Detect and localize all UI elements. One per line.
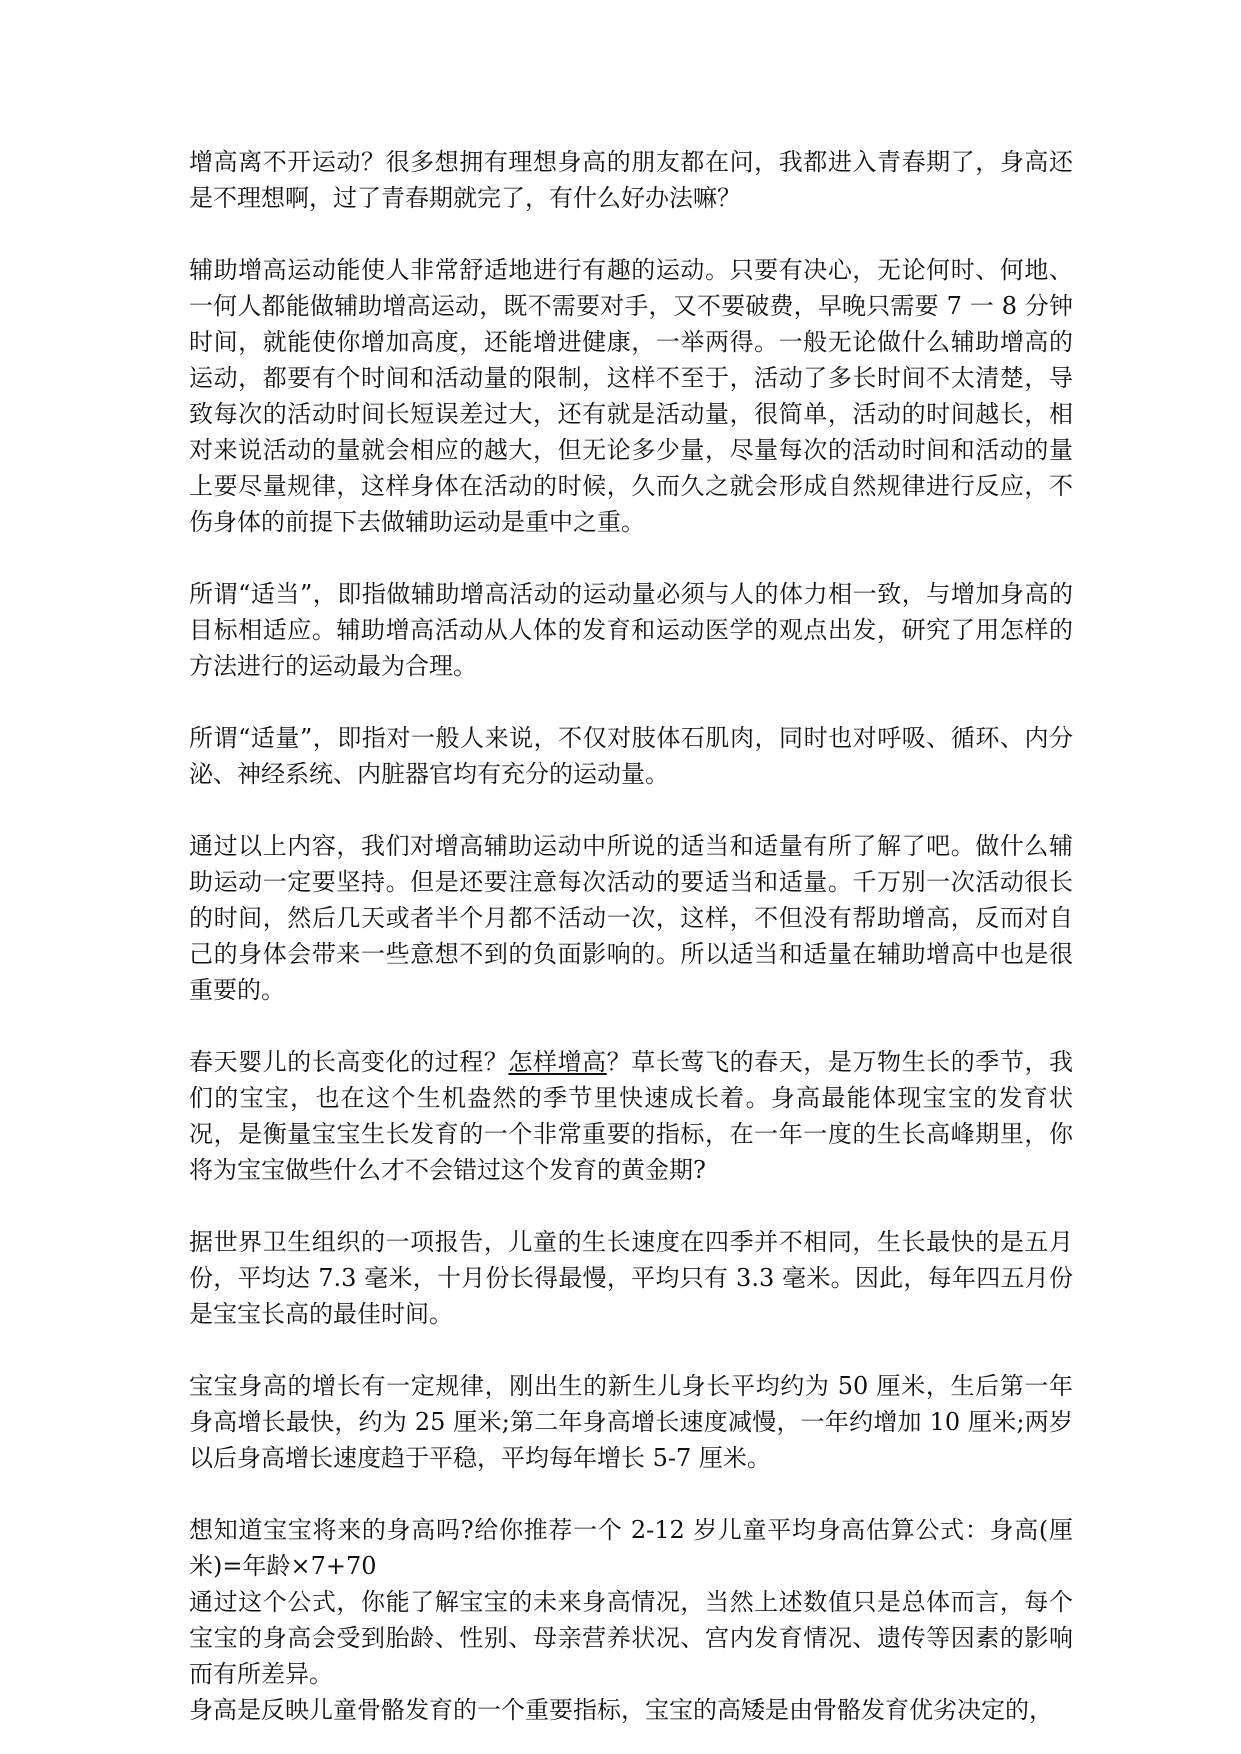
article-body [189, 144, 1073, 1728]
paragraph-who-report: 据世界卫生组织的一项报告，儿童的生长速度在四季并不相同，生长最快的是五月份，平均达 7.3 毫米，十月份长得最慢，平均只有 3.3 毫米。因此，每年四五月份是宝宝长高的最佳时间。 [189, 1228, 1073, 1328]
spring-text-after: ？草长莺飞的春天，是万物生长的季节，我们的宝宝，也在这个生机盎然的季节里快速成长着。身高最能体现宝宝的发育状况，是衡量宝宝生长发育的一个非常重要的指标，在一年一度的生长高峰期里，你将为宝宝做些什么才不会错过这个发育的黄金期? [189, 1048, 1074, 1184]
how-to-grow-link[interactable]: 怎样增高 [508, 1048, 607, 1076]
paragraph-appropriate: 所谓“适当”，即指做辅助增高活动的运动量必须与人的体力相一致，与增加身高的目标相适应。辅助增高活动从人体的发育和运动医学的观点出发，研究了用怎样的方法进行的运动最为合理。 [189, 580, 1073, 680]
paragraph-moderate: 所谓“适量”，即指对一般人来说，不仅对肢体石肌肉，同时也对呼吸、循环、内分泌、神经系统、内脏器官均有充分的运动量。 [189, 724, 1073, 788]
paragraph-intro: 增高离不开运动？很多想拥有理想身高的朋友都在问，我都进入青春期了，身高还是不理想啊，过了青春期就完了，有什么好办法嘛？ [189, 148, 1073, 212]
paragraph-formula: 想知道宝宝将来的身高吗?给你推荐一个 2-12 岁儿童平均身高估算公式：身高(厘米)=年龄×7+70 [189, 1516, 1073, 1580]
spring-text-before: 春天婴儿的长高变化的过程？ [189, 1048, 509, 1076]
paragraph-summary: 通过以上内容，我们对增高辅助运动中所说的适当和适量有所了解了吧。做什么辅助运动一定要坚持。但是还要注意每次活动的要适当和适量。千万别一次活动很长的时间，然后几天或者半个月都不活动一次，这样，不但没有帮助增高，反而对自己的身体会带来一些意想不到的负面影响的。所以适当和适量在辅助增高中也是很重要的。 [189, 832, 1073, 1004]
paragraph-bone: 身高是反映儿童骨骼发育的一个重要指标，宝宝的高矮是由骨骼发育优劣决定的， [189, 1696, 1053, 1724]
paragraph-spring [189, 1044, 1073, 1188]
paragraph-growth-rule: 宝宝身高的增长有一定规律，刚出生的新生儿身长平均约为 50 厘米，生后第一年身高增长最快，约为 25 厘米;第二年身高增长速度减慢，一年约增加 10 厘米;两岁以后身高增长速度趋于平稳，平均每年增长 5-7 厘米。 [189, 1372, 1073, 1472]
paragraph-exercise: 辅助增高运动能使人非常舒适地进行有趣的运动。只要有决心，无论何时、何地、一何人都能做辅助增高运动，既不需要对手，又不要破费，早晚只需要 7 一 8 分钟时间，就能使你增加高度，还能增进健康，一举两得。一般无论做什么辅助增高的运动，都要有个时间和活动量的限制，这样不至于，活动了多长时间不太清楚，导致每次的活动时间长短误差过大，还有就是活动量，很简单，活动的时间越长，相对来说活动的量就会相应的越大，但无论多少量，尽量每次的活动时间和活动的量上要尽量规律，这样身体在活动的时候，久而久之就会形成自然规律进行反应，不伤身体的前提下去做辅助运动是重中之重。 [189, 256, 1073, 536]
paragraph-formula-note: 通过这个公式，你能了解宝宝的未来身高情况，当然上述数值只是总体而言，每个宝宝的身高会受到胎龄、性别、母亲营养状况、宫内发育情况、遗传等因素的影响而有所差异。 [189, 1588, 1073, 1688]
